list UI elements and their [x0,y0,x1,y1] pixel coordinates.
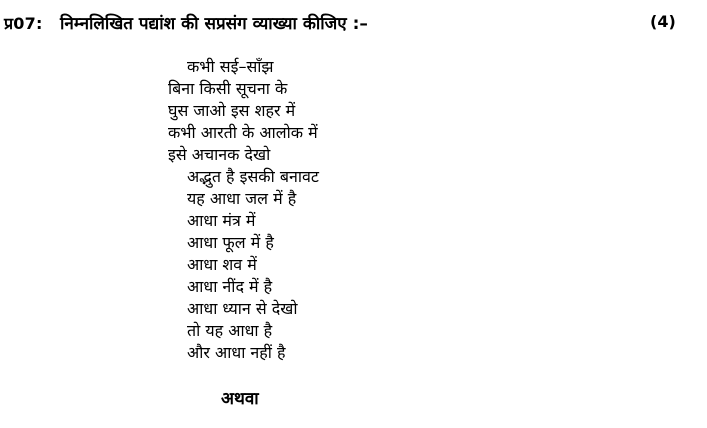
alternative-label: अथवा [221,389,259,409]
question-number: प्र07: [4,14,43,33]
poem-line: आधा शव में [187,255,257,274]
question-marks: (4) [650,12,676,31]
poem-line: आधा नींद में है [187,277,273,296]
poem-line: यह आधा जल में है [187,189,297,208]
question-instruction: निम्नलिखित पद्यांश की सप्रसंग व्याख्या कीजिए :– [60,14,368,34]
poem-line: अद्भुत है इसकी बनावट [187,167,319,186]
poem-line: बिना किसी सूचना के [168,79,288,98]
poem-line: कभी सई–साँझ [187,57,274,76]
poem-line: कभी आरती के आलोक में [168,123,318,142]
poem-line: और आधा नहीं है [187,343,286,362]
poem-line: घुस जाओ इस शहर में [168,101,296,120]
poem-line: आधा फूल में है [187,233,274,252]
poem-line: आधा मंत्र में [187,211,256,230]
poem-line: आधा ध्यान से देखो [187,299,298,318]
poem-line: तो यह आधा है [187,321,273,340]
poem-line: इसे अचानक देखो [168,145,271,164]
